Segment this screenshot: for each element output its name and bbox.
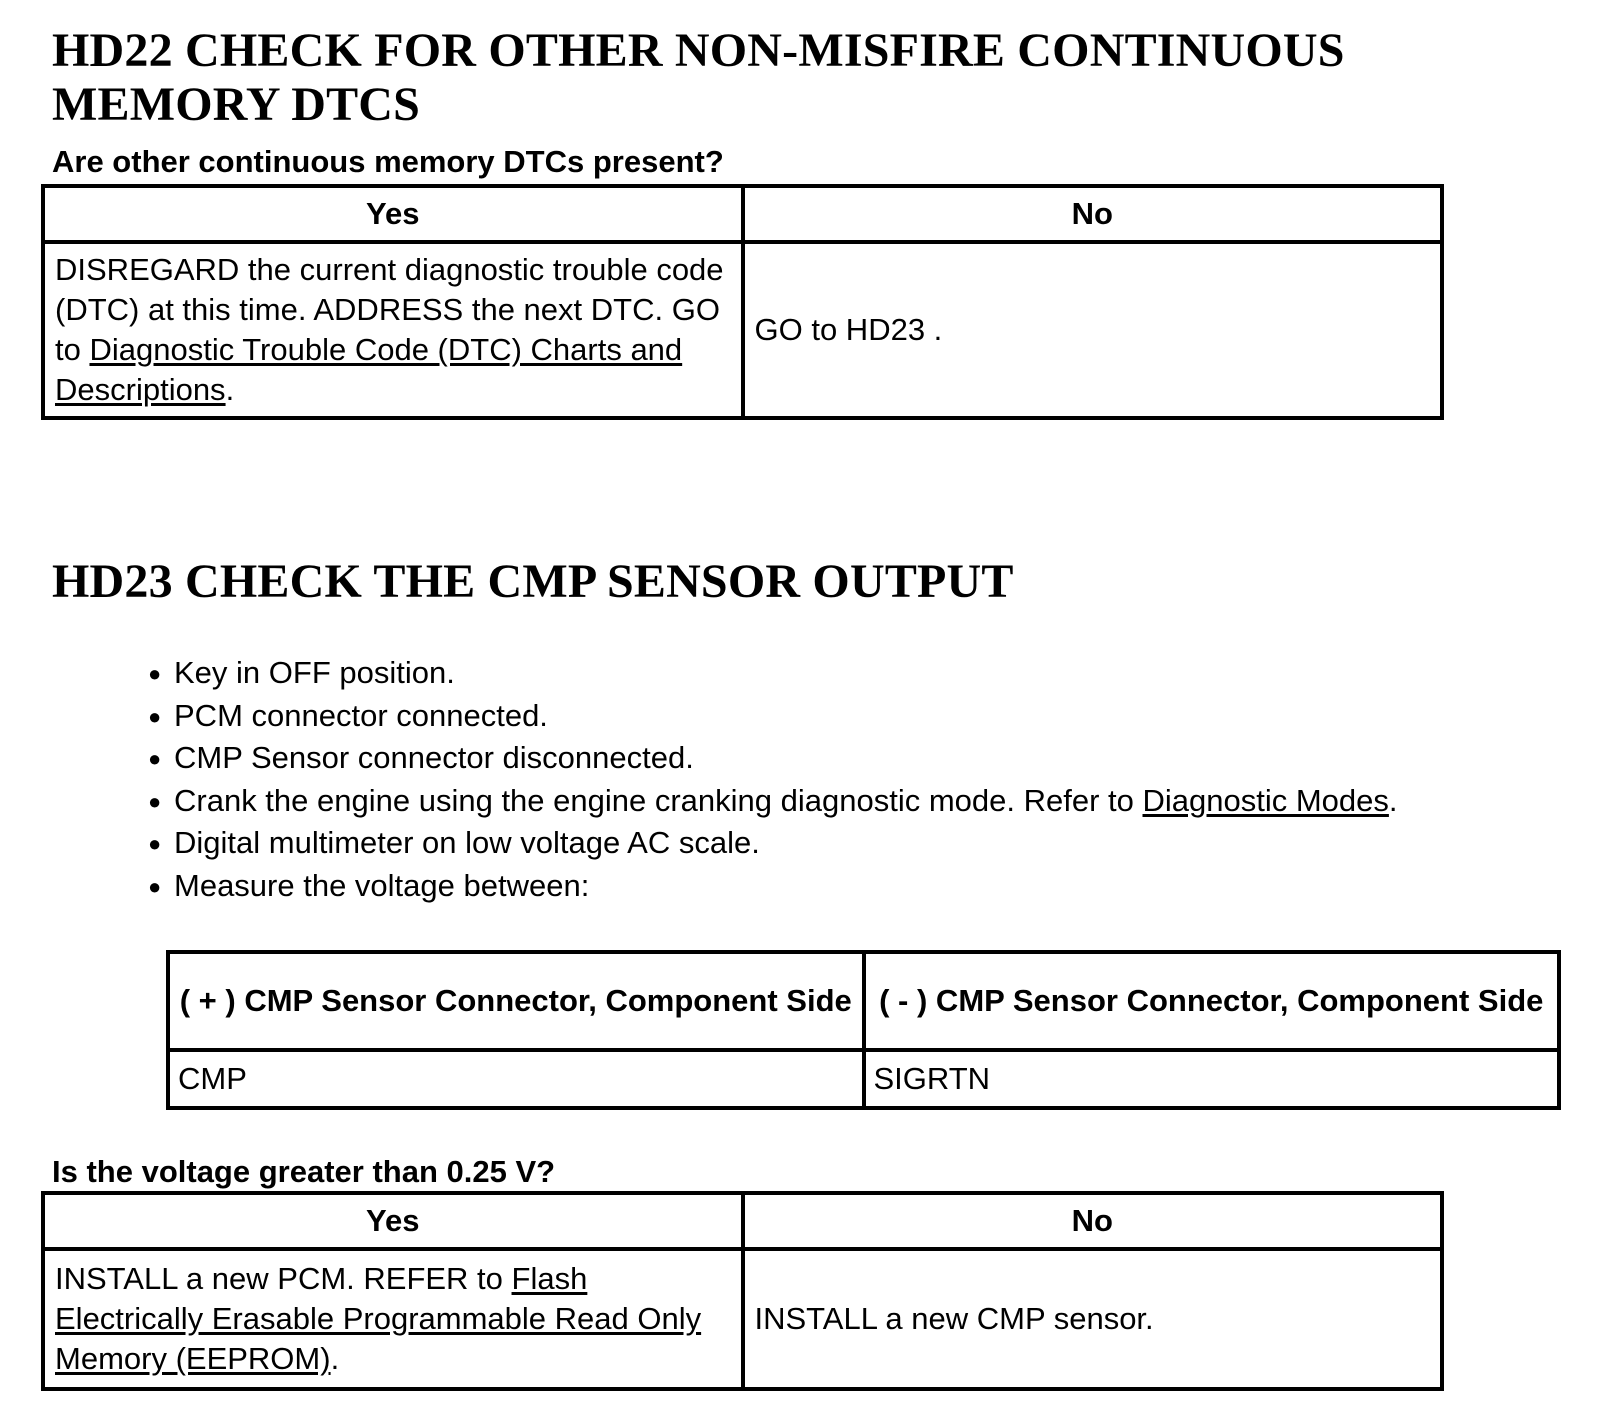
list-item: ● Digital multimeter on low voltage AC scale. xyxy=(148,822,1398,865)
bullet-icon: ● xyxy=(148,703,162,729)
cmp-pin-table xyxy=(166,950,1561,1110)
hd23-steps-list xyxy=(148,652,1398,907)
hd23-answer-table xyxy=(41,1191,1444,1391)
dtc-charts-link[interactable]: Diagnostic Trouble Code (DTC) Charts and Descriptions xyxy=(55,332,683,407)
hd22-yes-header: Yes xyxy=(43,186,743,242)
hd23-yes-suffix: . xyxy=(330,1341,340,1376)
hd22-yes-suffix: . xyxy=(225,372,235,407)
hd23-no-header: No xyxy=(743,1193,1443,1249)
bullet-icon: ● xyxy=(148,661,162,686)
hd22-no-cell: GO to HD23 . xyxy=(743,242,1443,418)
bullet-icon: ● xyxy=(148,831,162,856)
hd22-no-header: No xyxy=(743,186,1443,242)
positive-lead-header: ( + ) CMP Sensor Connector, Component Side xyxy=(168,952,864,1050)
list-item: ● Measure the voltage between: xyxy=(148,865,1398,908)
list-item: ● Crank the engine using the engine cranking diagnostic mode. Refer to Diagnostic Modes. xyxy=(148,780,1398,823)
list-item: ● Key in OFF position. xyxy=(148,652,1398,695)
hd23-question: Is the voltage greater than 0.25 V? xyxy=(52,1154,556,1189)
hd22-yes-cell xyxy=(43,242,743,418)
hd23-yes-cell xyxy=(43,1249,743,1389)
list-item: ● CMP Sensor connector disconnected. xyxy=(148,737,1398,780)
hd23-title: HD23 CHECK THE CMP SENSOR OUTPUT xyxy=(52,555,1014,608)
hd22-question: Are other continuous memory DTCs present? xyxy=(52,144,724,179)
hd23-no-cell: INSTALL a new CMP sensor. xyxy=(743,1249,1443,1389)
negative-pin-cell: SIGRTN xyxy=(864,1050,1560,1108)
bullet-icon: ● xyxy=(148,746,162,771)
hd23-yes-text: INSTALL a new PCM. REFER to xyxy=(55,1261,512,1296)
eeprom-link[interactable]: Flash Electrically Erasable Programmable Read Only Memory (EEPROM) xyxy=(55,1261,702,1376)
negative-lead-header: ( - ) CMP Sensor Connector, Component Side xyxy=(864,952,1560,1050)
bullet-icon: ● xyxy=(148,788,162,814)
hd22-answer-table xyxy=(41,184,1444,420)
diagnostic-modes-link[interactable]: Diagnostic Modes xyxy=(1142,782,1389,818)
bullet-icon: ● xyxy=(148,873,162,899)
positive-pin-cell: CMP xyxy=(168,1050,864,1108)
hd23-yes-header: Yes xyxy=(43,1193,743,1249)
list-item: ● PCM connector connected. xyxy=(148,695,1398,738)
hd22-title: HD22 CHECK FOR OTHER NON-MISFIRE CONTINUOUS MEMORY DTCS xyxy=(52,24,1345,131)
hd22-yes-text: DISREGARD the current diagnostic trouble code (DTC) at this time. ADDRESS the next DTC. GO to xyxy=(55,252,724,367)
